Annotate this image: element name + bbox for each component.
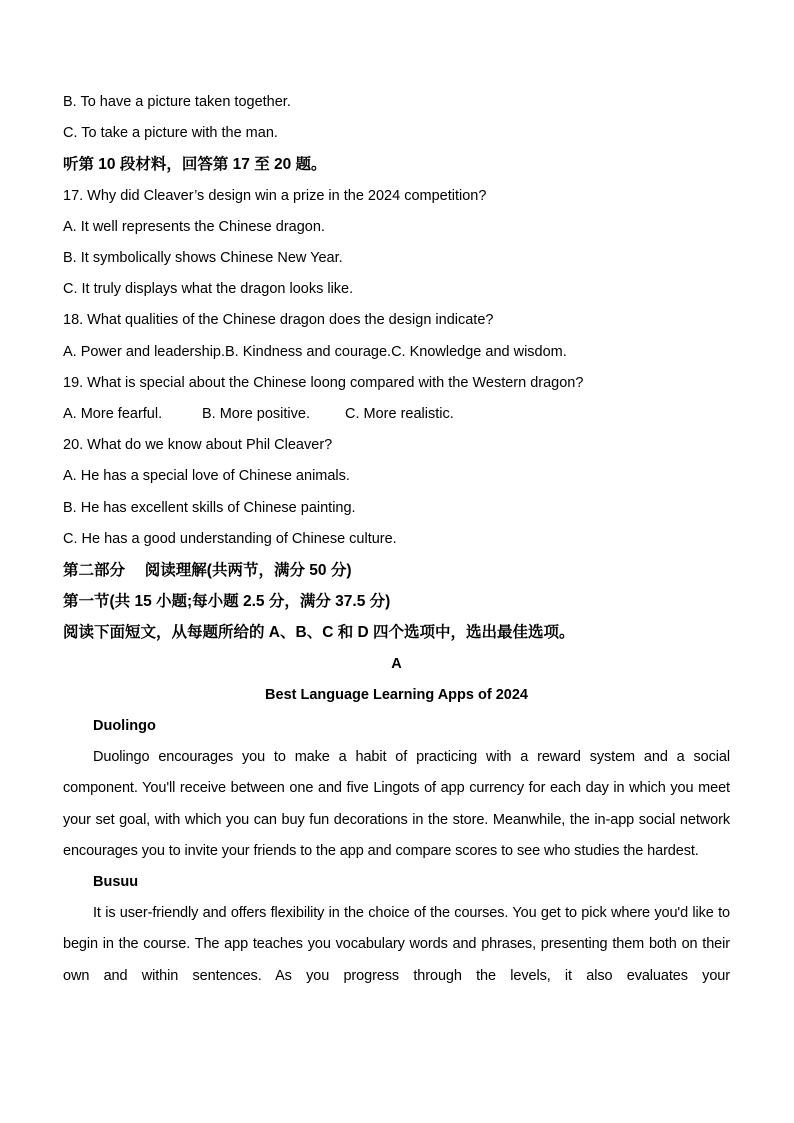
question-20-text: 20. What do we know about Phil Cleaver? xyxy=(63,437,333,454)
question-19-option-c: C. More realistic. xyxy=(345,406,454,423)
question-20-option-a: A. He has a special love of Chinese animals. xyxy=(63,468,350,485)
question-17-text: 17. Why did Cleaver’s design win a prize in the 2024 competition? xyxy=(63,187,487,204)
duolingo-description: Duolingo encourages you to make a habit of practicing with a reward system and a social component. You'll receive between one and five Lingots of app currency for each day in which you meet your set goal, with which you can buy fun decorations in the store. Meanwhile, the in-app social network encourages you to invite your friends to the app and compare scores to see who studies the hardest. xyxy=(63,749,730,859)
carryover-option-b: B. To have a picture taken together. xyxy=(63,94,291,110)
question-20-option-c: C. He has a good understanding of Chinese culture. xyxy=(63,530,397,547)
exam-document-page xyxy=(63,87,730,992)
question-19-option-b: B. More positive. xyxy=(202,406,310,423)
question-20-option-b: B. He has excellent skills of Chinese painting. xyxy=(63,499,356,516)
question-18-options-row xyxy=(63,337,730,368)
app-name-busuu: Busuu xyxy=(93,874,139,891)
question-17-option-b: B. It symbolically shows Chinese New Year. xyxy=(63,250,343,267)
app-name-duolingo: Duolingo xyxy=(93,718,156,735)
question-19-text: 19. What is special about the Chinese loong compared with the Western dragon? xyxy=(63,374,584,391)
busuu-description: It is user-friendly and offers flexibility in the choice of the courses. You get to pick where you'd like to begin in the course. The app teaches you vocabulary words and phrases, presenting them both on their own and within sentences. As you progress through the levels, it also evaluates your xyxy=(63,905,730,984)
carryover-option-c: C. To take a picture with the man. xyxy=(63,125,278,142)
question-18-option-b: B. Kindness and courage. xyxy=(225,343,392,360)
reading-instructions: 阅读下面短文，从每题所给的 A、B、C 和 D 四个选项中，选出最佳选项。 xyxy=(63,624,575,642)
question-17-option-c: C. It truly displays what the dragon looks like. xyxy=(63,281,354,298)
question-19-option-a: A. More fearful. xyxy=(63,406,163,423)
question-18-option-c: C. Knowledge and wisdom. xyxy=(391,343,567,360)
question-18-option-a: A. Power and leadership. xyxy=(63,343,226,360)
reading-section-heading: 第一节(共 15 小题;每小题 2.5 分，满分 37.5 分) xyxy=(63,593,391,611)
question-18-text: 18. What qualities of the Chinese dragon does the design indicate? xyxy=(63,312,494,329)
passage-label: A xyxy=(391,655,402,672)
reading-part-heading: 第二部分 阅读理解(共两节，满分 50 分) xyxy=(63,562,352,580)
question-19-options-row xyxy=(63,399,730,430)
question-17-option-a: A. It well represents the Chinese dragon. xyxy=(63,218,325,235)
passage-title: Best Language Learning Apps of 2024 xyxy=(265,686,528,703)
listening-section-note: 听第 10 段材料，回答第 17 至 20 题。 xyxy=(63,156,327,174)
